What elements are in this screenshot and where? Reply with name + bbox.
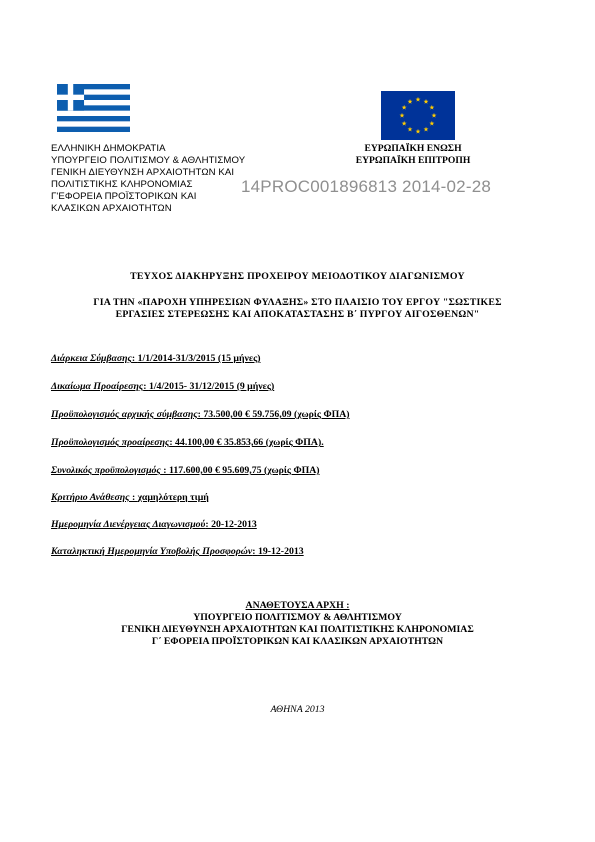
issuer-block xyxy=(51,143,245,215)
issuer-line: ΚΛΑΣΙΚΩΝ ΑΡΧΑΙΟΤΗΤΩΝ xyxy=(51,203,172,214)
issuer-line: ΕΛΛΗΝΙΚΗ ΔΗΜΟΚΡΑΤΙΑ xyxy=(51,143,166,154)
issuer-line: Γ'ΕΦΟΡΕΙΑ ΠΡΟΪΣΤΟΡΙΚΩΝ ΚΑΙ xyxy=(51,191,197,202)
field-label: Προϋπολογισμός αρχικής σύμβασης xyxy=(51,409,198,420)
field-value: 73.500,00 € 59.756,09 (χωρίς ΦΠΑ) xyxy=(203,409,350,420)
field-label: Διάρκεια Σύμβασης xyxy=(51,353,132,364)
field-label: Κριτήριο Ανάθεσης xyxy=(51,492,130,503)
field-value: 20-12-2013 xyxy=(211,519,257,530)
field-label: Δικαίωμα Προαίρεσης xyxy=(51,381,144,392)
field-value: χαμηλότερη τιμή xyxy=(137,492,209,503)
field-separator: : xyxy=(197,409,204,420)
field-label: Καταληκτική Ημερομηνία Υποβολής Προσφορών xyxy=(51,546,253,557)
field-award-criterion xyxy=(51,492,209,503)
eu-line: ΕΥΡΩΠΑΪΚΗ ΕΝΩΣΗ xyxy=(364,143,462,154)
field-label: Συνολικός προϋπολογισμός xyxy=(51,465,161,476)
field-option-budget xyxy=(51,437,324,448)
contracting-authority xyxy=(50,600,545,648)
eu-line: ΕΥΡΩΠΑΪΚΗ ΕΠΙΤΡΟΠΗ xyxy=(355,155,471,166)
field-tender-date xyxy=(51,519,257,530)
protocol-stamp: 14PROC001896813 2014-02-28 xyxy=(241,177,491,196)
field-total-budget xyxy=(51,465,320,476)
field-value: 1/1/2014-31/3/2015 (15 μήνες) xyxy=(137,353,261,364)
authority-line: Γ΄ ΕΦΟΡΕΙΑ ΠΡΟΪΣΤΟΡΙΚΩΝ ΚΑΙ ΚΛΑΣΙΚΩΝ ΑΡΧΑΙΟΤΗΤΩΝ xyxy=(151,636,444,647)
greek-flag-icon xyxy=(57,84,130,132)
field-value: 19-12-2013 xyxy=(257,546,304,557)
eu-flag-icon xyxy=(381,91,455,140)
field-separator: : xyxy=(169,437,176,448)
field-separator: : xyxy=(143,381,149,392)
issuer-line: ΥΠΟΥΡΓΕΙΟ ΠΟΛΙΤΙΣΜΟΥ & ΑΘΛΗΤΙΣΜΟΥ xyxy=(51,155,246,166)
field-label: Ημερομηνία Διενέργειας Διαγωνισμού xyxy=(51,519,206,530)
field-separator: : xyxy=(129,492,138,503)
field-separator: : xyxy=(252,546,258,557)
field-separator: : xyxy=(160,465,169,476)
subject-line: ΕΡΓΑΣΙΕΣ ΣΤΕΡΕΩΣΗΣ ΚΑΙ ΑΠΟΚΑΤΑΣΤΑΣΗΣ Β΄ ΠΥΡΓΟΥ ΑΙΓΟΣΘΕΝΩΝ" xyxy=(115,309,480,320)
field-initial-budget xyxy=(51,409,350,420)
field-separator: : xyxy=(131,353,138,364)
place-year: ΑΘΗΝΑ 2013 xyxy=(270,704,325,715)
authority-line: ΥΠΟΥΡΓΕΙΟ ΠΟΛΙΤΙΣΜΟΥ & ΑΘΛΗΤΙΣΜΟΥ xyxy=(193,612,402,623)
field-value: 1/4/2015- 31/12/2015 (9 μήνες) xyxy=(148,381,275,392)
subject-line: ΓΙΑ ΤΗΝ «ΠΑΡΟΧΗ ΥΠΗΡΕΣΙΩΝ ΦΥΛΑΞΗΣ» ΣΤΟ ΠΛΑΙΣΙΟ ΤΟΥ ΕΡΓΟΥ "ΣΩΣΤΙΚΕΣ xyxy=(93,297,502,308)
issuer-line: ΠΟΛΙΤΙΣΤΙΚΗΣ ΚΛΗΡΟΝΟΜΙΑΣ xyxy=(51,179,193,190)
field-submission-deadline xyxy=(51,546,304,557)
issuer-line: ΓΕΝΙΚΗ ΔΙΕΥΘΥΝΣΗ ΑΡΧΑΙΟΤΗΤΩΝ ΚΑΙ xyxy=(51,167,235,178)
eu-heading xyxy=(351,143,475,167)
field-contract-duration xyxy=(51,353,261,364)
document-title: ΤΕΥΧΟΣ ΔΙΑΚΗΡΥΞΗΣ ΠΡΟΧΕΙΡΟΥ ΜΕΙΟΔΟΤΙΚΟΥ ΔΙΑΓΩΝΙΣΜΟΥ xyxy=(130,271,465,282)
field-value: 117.600,00 € 95.609,75 (χωρίς ΦΠΑ) xyxy=(168,465,320,476)
authority-heading: ΑΝΑΘΕΤΟΥΣΑ ΑΡΧΗ : xyxy=(245,600,350,611)
field-separator: : xyxy=(205,519,212,530)
authority-line: ΓΕΝΙΚΗ ΔΙΕΥΘΥΝΣΗ ΑΡΧΑΙΟΤΗΤΩΝ ΚΑΙ ΠΟΛΙΤΙΣΤΙΚΗΣ ΚΛΗΡΟΝΟΜΙΑΣ xyxy=(121,624,474,635)
field-value: 44.100,00 € 35.853,66 (χωρίς ΦΠΑ). xyxy=(175,437,324,448)
field-label: Προϋπολογισμός προαίρεσης xyxy=(51,437,170,448)
field-option-right xyxy=(51,381,274,392)
document-subject xyxy=(50,297,545,321)
